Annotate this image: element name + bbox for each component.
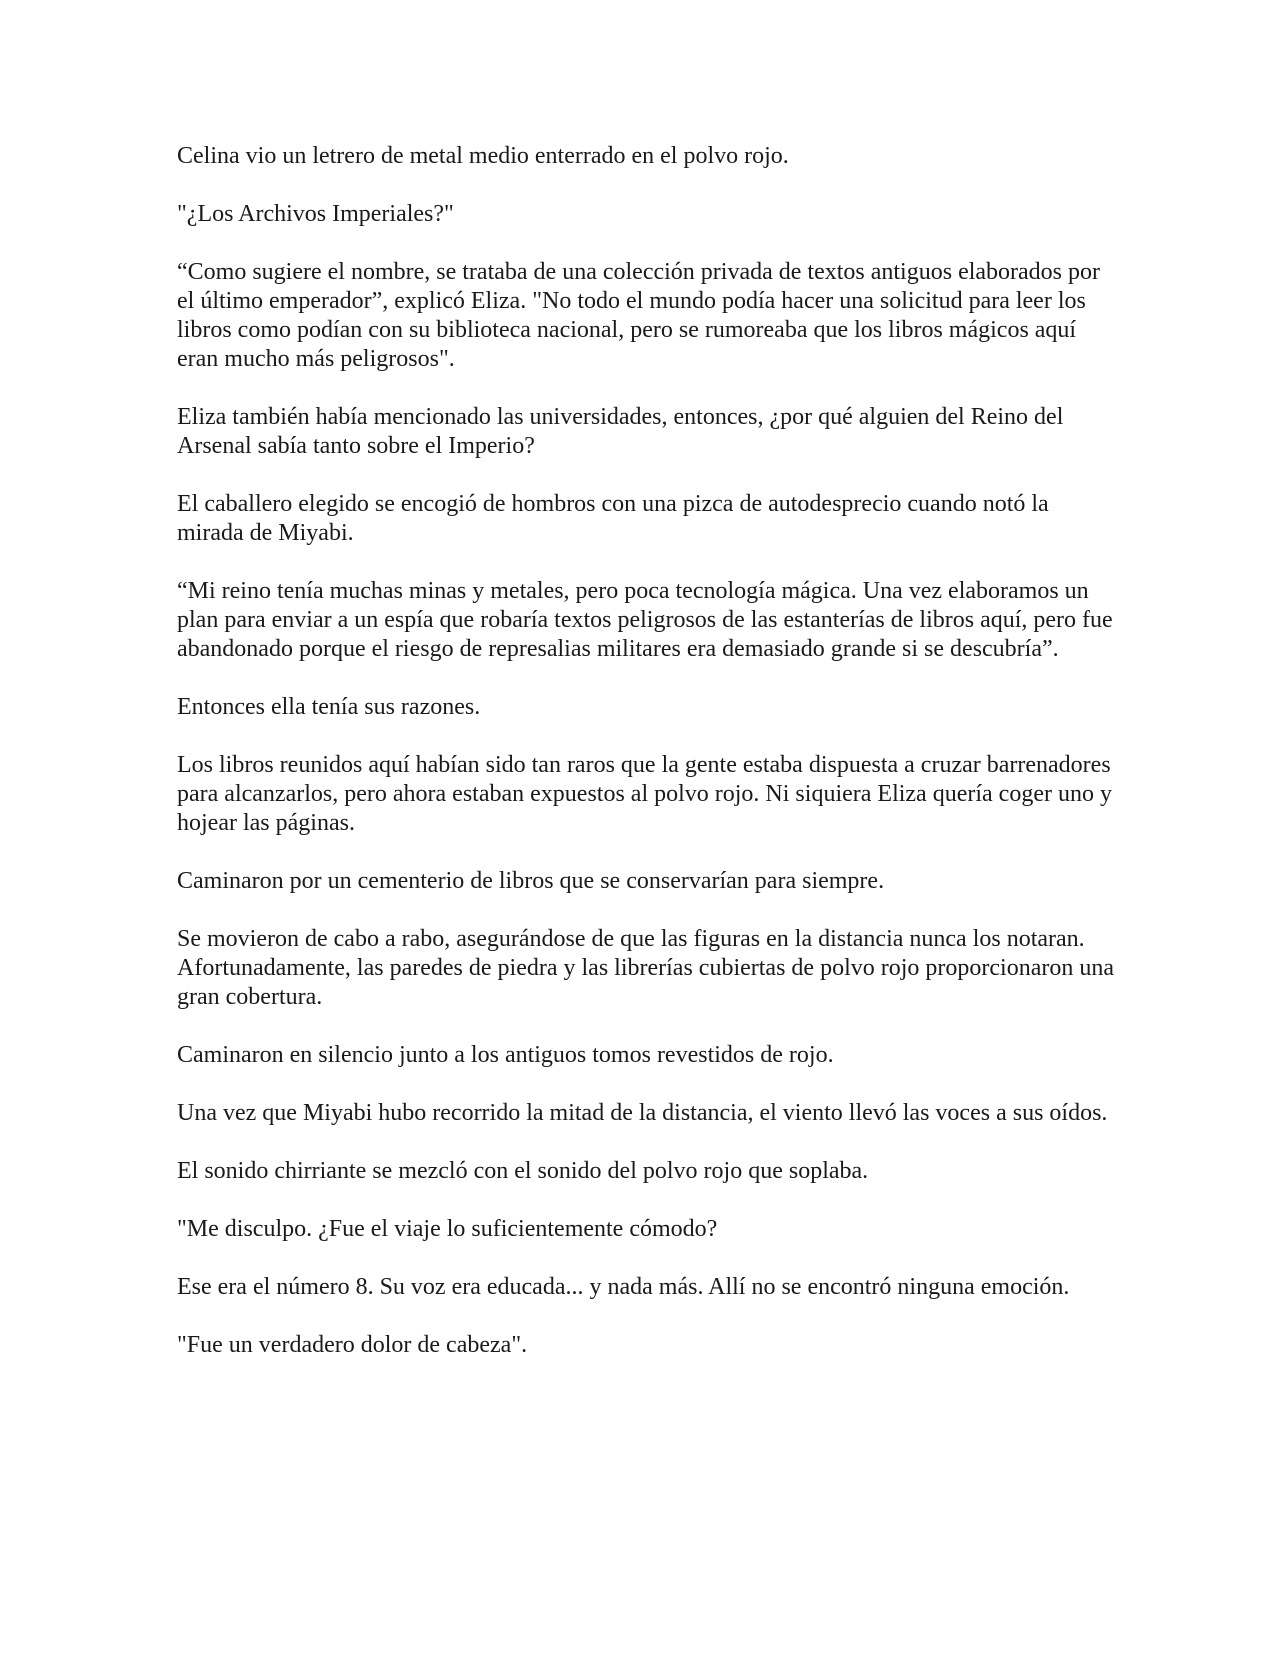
paragraph-3: “Como sugiere el nombre, se trataba de una colección privada de textos antiguos elaborados por el último emperador”, explicó Eliza. "No todo el mundo podía hacer una solicitud para leer los libros como podían con su biblioteca nacional, pero se rumoreaba que los libros mágicos aquí eran mucho más peligrosos". xyxy=(177,259,1101,372)
paragraph-15: Ese era el número 8. Su voz era educada... y nada más. Allí no se encontró ninguna emoción. xyxy=(177,1274,1070,1300)
paragraph-12: Una vez que Miyabi hubo recorrido la mitad de la distancia, el viento llevó las voces a sus oídos. xyxy=(177,1100,1108,1126)
paragraph-5: El caballero elegido se encogió de hombros con una pizca de autodesprecio cuando notó la mirada de Miyabi. xyxy=(177,491,1049,546)
paragraph-16: "Fue un verdadero dolor de cabeza". xyxy=(177,1332,528,1358)
paragraph-9: Caminaron por un cementerio de libros que se conservarían para siempre. xyxy=(177,868,885,894)
paragraph-1: Celina vio un letrero de metal medio enterrado en el polvo rojo. xyxy=(177,143,789,169)
paragraph-10: Se movieron de cabo a rabo, asegurándose de que las figuras en la distancia nunca los notaran. Afortunadamente, las paredes de piedra y las librerías cubiertas de polvo rojo proporcionaron una gran cobertura. xyxy=(177,926,1114,1010)
paragraph-8: Los libros reunidos aquí habían sido tan raros que la gente estaba dispuesta a cruzar barrenadores para alcanzarlos, pero ahora estaban expuestos al polvo rojo. Ni siquiera Eliza quería coger uno y hojear las páginas. xyxy=(177,752,1112,836)
paragraph-13: El sonido chirriante se mezcló con el sonido del polvo rojo que soplaba. xyxy=(177,1158,869,1184)
paragraph-6: “Mi reino tenía muchas minas y metales, pero poca tecnología mágica. Una vez elaboramos un plan para enviar a un espía que robaría textos peligrosos de las estanterías de libros aquí, pero fue abandonado porque el riesgo de represalias militares era demasiado grande si se descubría”. xyxy=(177,578,1113,662)
paragraph-14: "Me disculpo. ¿Fue el viaje lo suficientemente cómodo? xyxy=(177,1216,718,1242)
paragraph-4: Eliza también había mencionado las universidades, entonces, ¿por qué alguien del Reino del Arsenal sabía tanto sobre el Imperio? xyxy=(177,404,1064,459)
paragraph-2: "¿Los Archivos Imperiales?" xyxy=(177,201,454,227)
paragraph-7: Entonces ella tenía sus razones. xyxy=(177,694,481,720)
document-body xyxy=(177,142,1117,1389)
paragraph-11: Caminaron en silencio junto a los antiguos tomos revestidos de rojo. xyxy=(177,1042,834,1068)
